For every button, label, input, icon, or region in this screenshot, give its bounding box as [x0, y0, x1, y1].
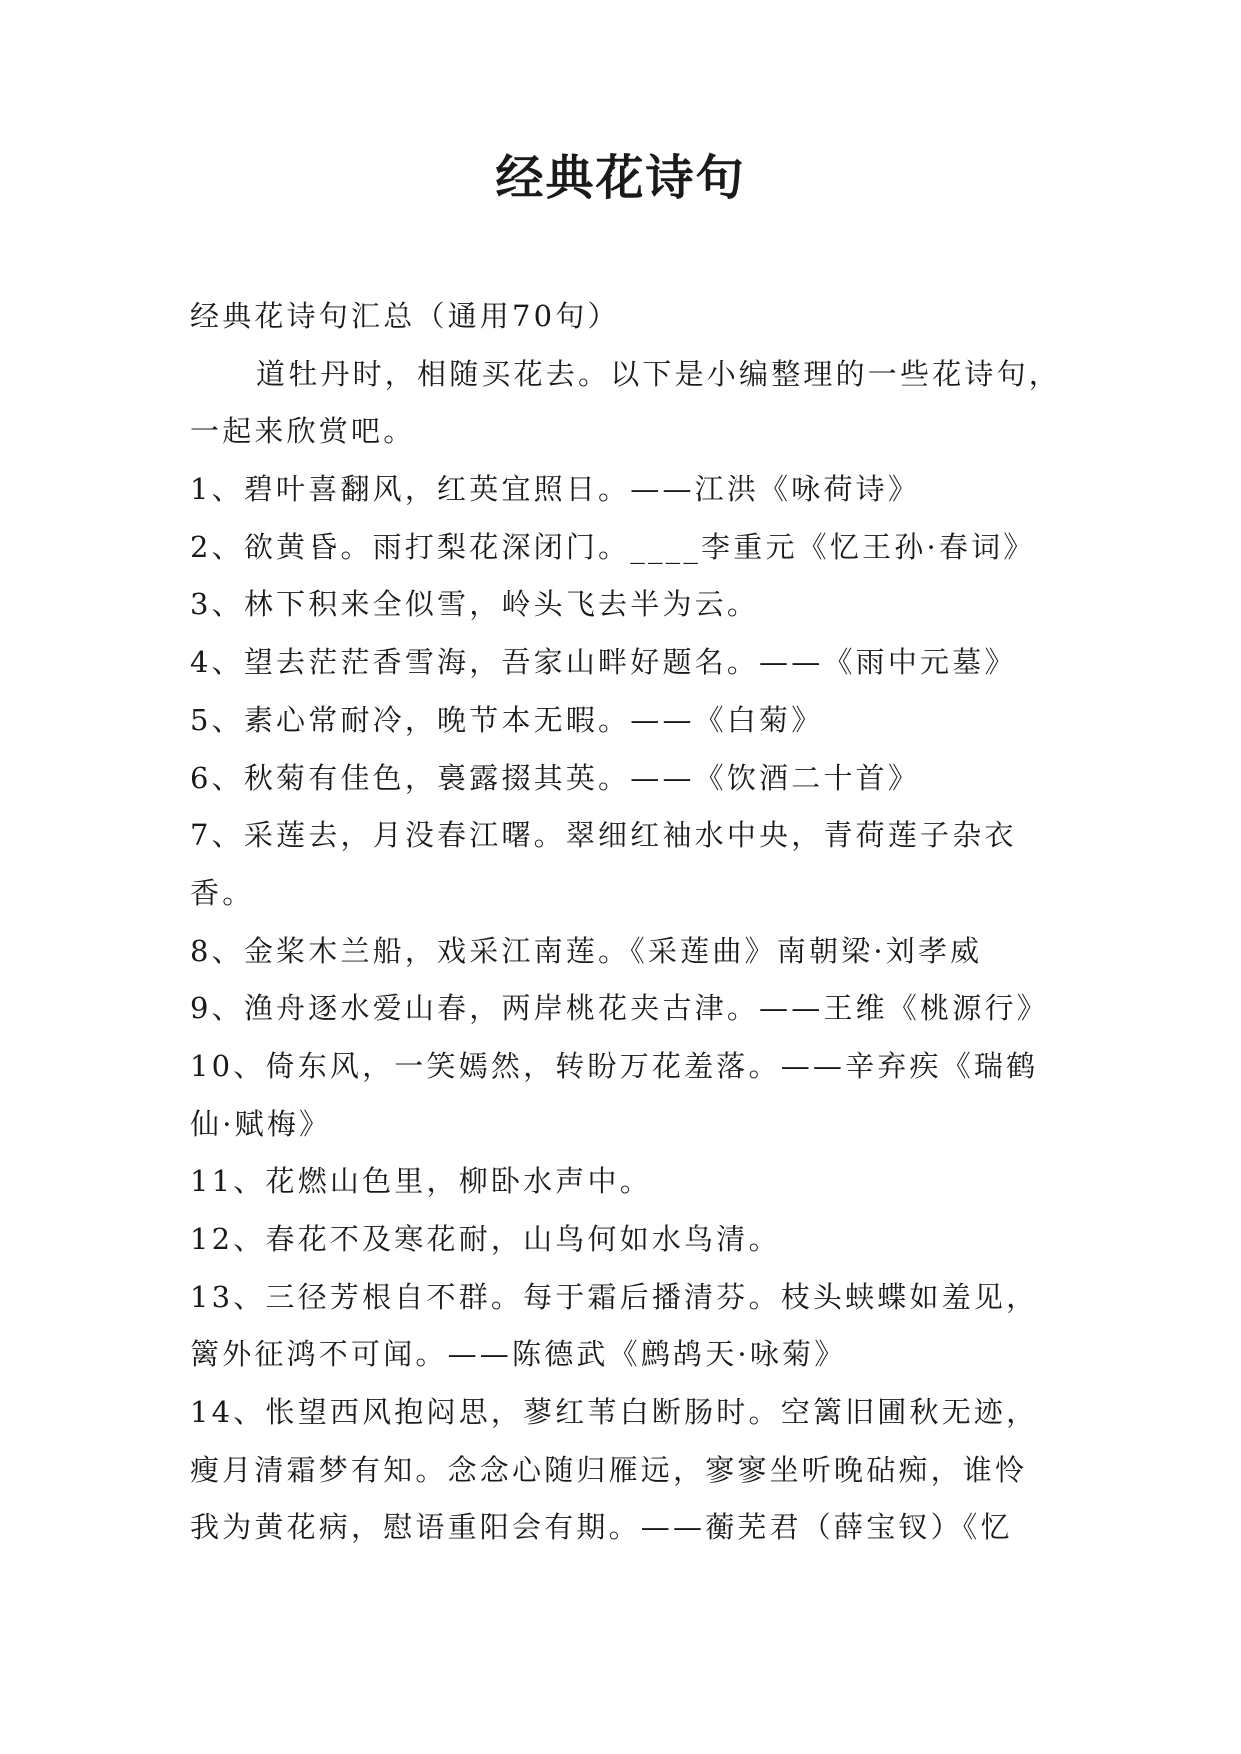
poem-line: 9、渔舟逐水爱山春，两岸桃花夹古津。——王维《桃源行》: [190, 991, 1049, 1026]
intro-line-continued: 一起来欣赏吧。: [190, 414, 416, 449]
poem-line: 4、望去茫茫香雪海，吾家山畔好题名。——《雨中元墓》: [190, 645, 1017, 680]
poem-line: 8、金桨木兰船，戏采江南莲。《采莲曲》南朝梁·刘孝威: [190, 933, 983, 968]
poem-line: 7、采莲去，月没春江曙。翠细红袖水中央，青荷莲子杂衣: [190, 818, 1017, 853]
poem-line: 5、素心常耐冷，晚节本无暇。——《白菊》: [190, 702, 824, 737]
poem-line: 14、怅望西风抱闷思，蓼红苇白断肠时。空篱旧圃秋无迹，: [190, 1395, 1039, 1430]
poem-line: 12、春花不及寒花耐，山鸟何如水鸟清。: [190, 1222, 781, 1256]
document-body: [190, 288, 1070, 1557]
poem-line: 2、欲黄昏。雨打梨花深闭门。____李重元《忆王孙·春词》: [190, 529, 1036, 564]
poem-line: 我为黄花病，慰语重阳会有期。——蘅芜君（薛宝钗）《忆: [190, 1510, 1013, 1545]
poem-line: 6、秋菊有佳色，裛露掇其英。——《饮酒二十首》: [190, 760, 921, 795]
poem-line: 11、花燃山色里，柳卧水声中。: [190, 1164, 652, 1199]
poem-line: 1、碧叶喜翻风，红英宜照日。——江洪《咏荷诗》: [190, 472, 921, 507]
poem-line: 仙·赋梅》: [190, 1106, 332, 1141]
poem-line: 篱外征鸿不可闻。——陈德武《鹧鸪天·咏菊》: [190, 1337, 847, 1372]
poem-line: 13、三径芳根自不群。每于霜后播清芬。枝头蛱蝶如羞见，: [190, 1279, 1039, 1314]
page-title: 经典花诗句: [495, 150, 746, 206]
subtitle-line: 经典花诗句汇总（通用70句）: [190, 299, 620, 333]
poem-line: 香。: [190, 875, 255, 910]
poem-line: 10、倚东风，一笑嫣然，转盼万花羞落。——辛弃疾《瑞鹤: [190, 1048, 1039, 1083]
poem-line: 瘦月清霜梦有知。念念心随归雁远，寥寥坐听晚砧痴，谁怜: [190, 1452, 1028, 1487]
poem-line: 3、林下积来全似雪，岭头飞去半为云。: [190, 587, 760, 622]
intro-line: 道牡丹时，相随买花去。以下是小编整理的一些花诗句，: [256, 356, 1062, 391]
